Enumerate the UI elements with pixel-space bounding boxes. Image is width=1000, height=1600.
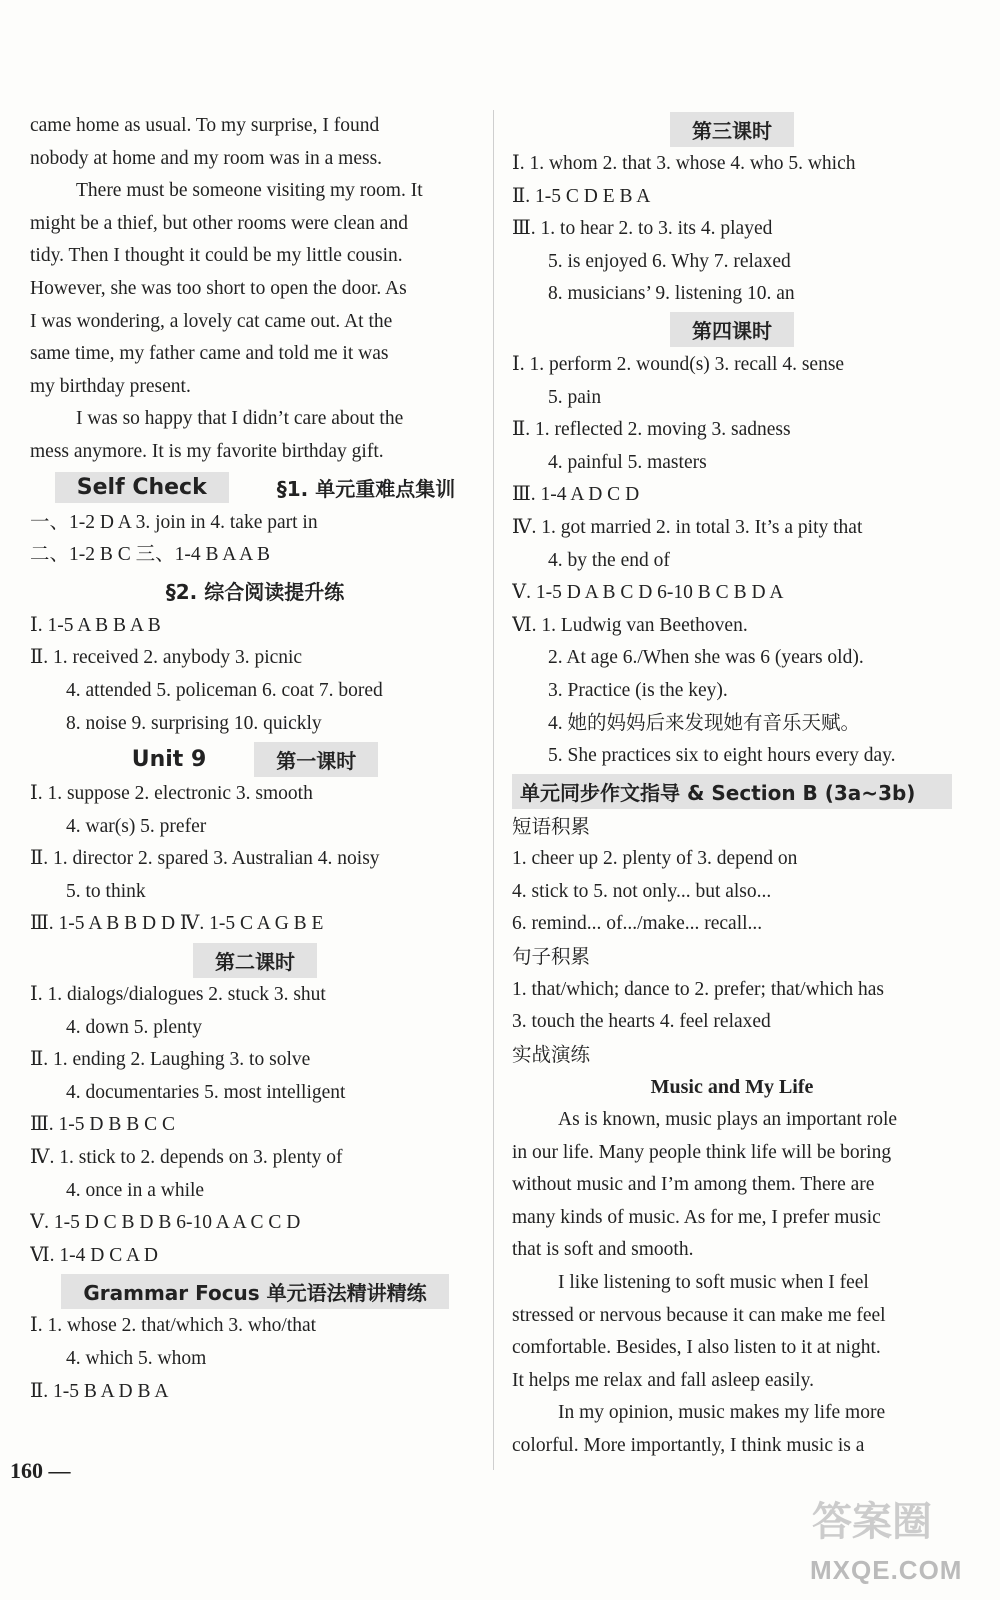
section-2-answers: Ⅰ. 1-5 A B B A B Ⅱ. 1. received 2. anybody 3. picnic 4. attended 5. policeman 6. coat 7. bored 8. noise 9. surprising 10. quickly <box>30 614 383 734</box>
section-2-heading: §2. 综合阅读提升练 <box>165 580 345 605</box>
unit-9-heading: Unit 9 第一课时 <box>30 740 480 778</box>
lesson-2-heading: 第二课时 <box>30 941 480 979</box>
self-check-heading: Self Check §1. 单元重难点集训 <box>30 469 480 507</box>
page-number: 160 — <box>10 1458 71 1483</box>
lesson-3-answers: Ⅰ. 1. whom 2. that 3. whose 4. who 5. which Ⅱ. 1-5 C D E B A Ⅲ. 1. to hear 2. to 3. its 4. played 5. is enjoyed 6. Why 7. relaxed 8. musicians’ 9. listening 10. an <box>512 153 856 305</box>
sentences-heading: 句子积累 <box>512 945 591 969</box>
essay-paragraph-3: I was so happy that I didn’t care about the mess anymore. It is my favorite birthday gift. <box>30 408 404 462</box>
essay-paragraph-2: There must be someone visiting my room. It might be a thief, but other rooms were clean and tidy. Then I thought it could be my little cousin. However, she was too short to open the door. As I was wondering, a lovely cat came out. At the same time, my father came and told me it was my birthday present. <box>30 180 423 397</box>
grammar-focus-heading: Grammar Focus 单元语法精讲精练 <box>30 1272 480 1310</box>
writing-guide-heading: 单元同步作文指导 & Section B (3a~3b) <box>512 773 952 811</box>
watermark-logo: 答案圈 <box>812 1499 932 1545</box>
lesson-3-heading: 第三课时 <box>512 110 952 148</box>
lesson-2-answers: Ⅰ. 1. dialogs/dialogues 2. stuck 3. shut 4. down 5. plenty Ⅱ. 1. ending 2. Laughing 3. to solve 4. documentaries 5. most intelligent Ⅲ. 1-5 D B B C C Ⅳ. 1. stick to 2. depends on 3. plenty of 4. once in a while Ⅴ. 1-5 D C B D B 6-10 A A C C D Ⅵ. 1-4 D C A D <box>30 984 346 1266</box>
column-divider <box>493 110 494 1470</box>
lesson-4-answers: Ⅰ. 1. perform 2. wound(s) 3. recall 4. sense 5. pain Ⅱ. 1. reflected 2. moving 3. sadness 4. painful 5. masters Ⅲ. 1-4 A D C D Ⅳ. 1. got married 2. in total 3. It’s a pity that 4. by the end of Ⅴ. 1-5 D A B C D 6-10 B C B D A Ⅵ. 1. Ludwig van Beethoven. 2. At age 6./When she was 6 (years old). 3. Practice (is the key). 4. 她的妈妈后来发现她有音乐天赋。 5. She practices six to eight hours every day. <box>512 353 896 767</box>
self-check-answers: 一、1-2 D A 3. join in 4. take part in 二、1-2 B C 三、1-4 B A A B <box>30 511 318 566</box>
practice-heading: 实战演练 <box>512 1042 591 1066</box>
left-column <box>30 110 480 1408</box>
watermark-site: MXQE.COM <box>810 1555 963 1585</box>
grammar-focus-answers: Ⅰ. 1. whose 2. that/which 3. who/that 4. which 5. whom Ⅱ. 1-5 B A D B A <box>30 1315 317 1402</box>
essay-body: As is known, music plays an important role in our life. Many people think life will be boring without music and I’m among them. There are many kinds of music. As for me, I prefer music that is soft and smooth. I like listening to soft music when I feel stressed or nervous because it can make me feel comfortable. Besides, I also listen to it at night. It helps me relax and fall asleep easily. In my opinion, music makes my life more colorful. More importantly, I think music is a <box>512 1109 898 1456</box>
essay-paragraph-1: came home as usual. To my surprise, I found nobody at home and my room was in a mess. <box>30 115 383 169</box>
lesson-1-answers: Ⅰ. 1. suppose 2. electronic 3. smooth 4. war(s) 5. prefer Ⅱ. 1. director 2. spared 3. Australian 4. noisy 5. to think Ⅲ. 1-5 A B B D D Ⅳ. 1-5 C A G B E <box>30 783 380 935</box>
phrases-heading: 短语积累 <box>512 814 591 838</box>
essay-title: Music and My Life <box>650 1076 814 1099</box>
lesson-4-heading: 第四课时 <box>512 311 952 349</box>
right-column <box>512 110 952 1463</box>
phrases-answers: 1. cheer up 2. plenty of 3. depend on 4. stick to 5. not only... but also... 6. remind... of.../make... recall... <box>512 848 798 935</box>
sentences-answers: 1. that/which; dance to 2. prefer; that/which has 3. touch the hearts 4. feel relaxed <box>512 978 885 1033</box>
